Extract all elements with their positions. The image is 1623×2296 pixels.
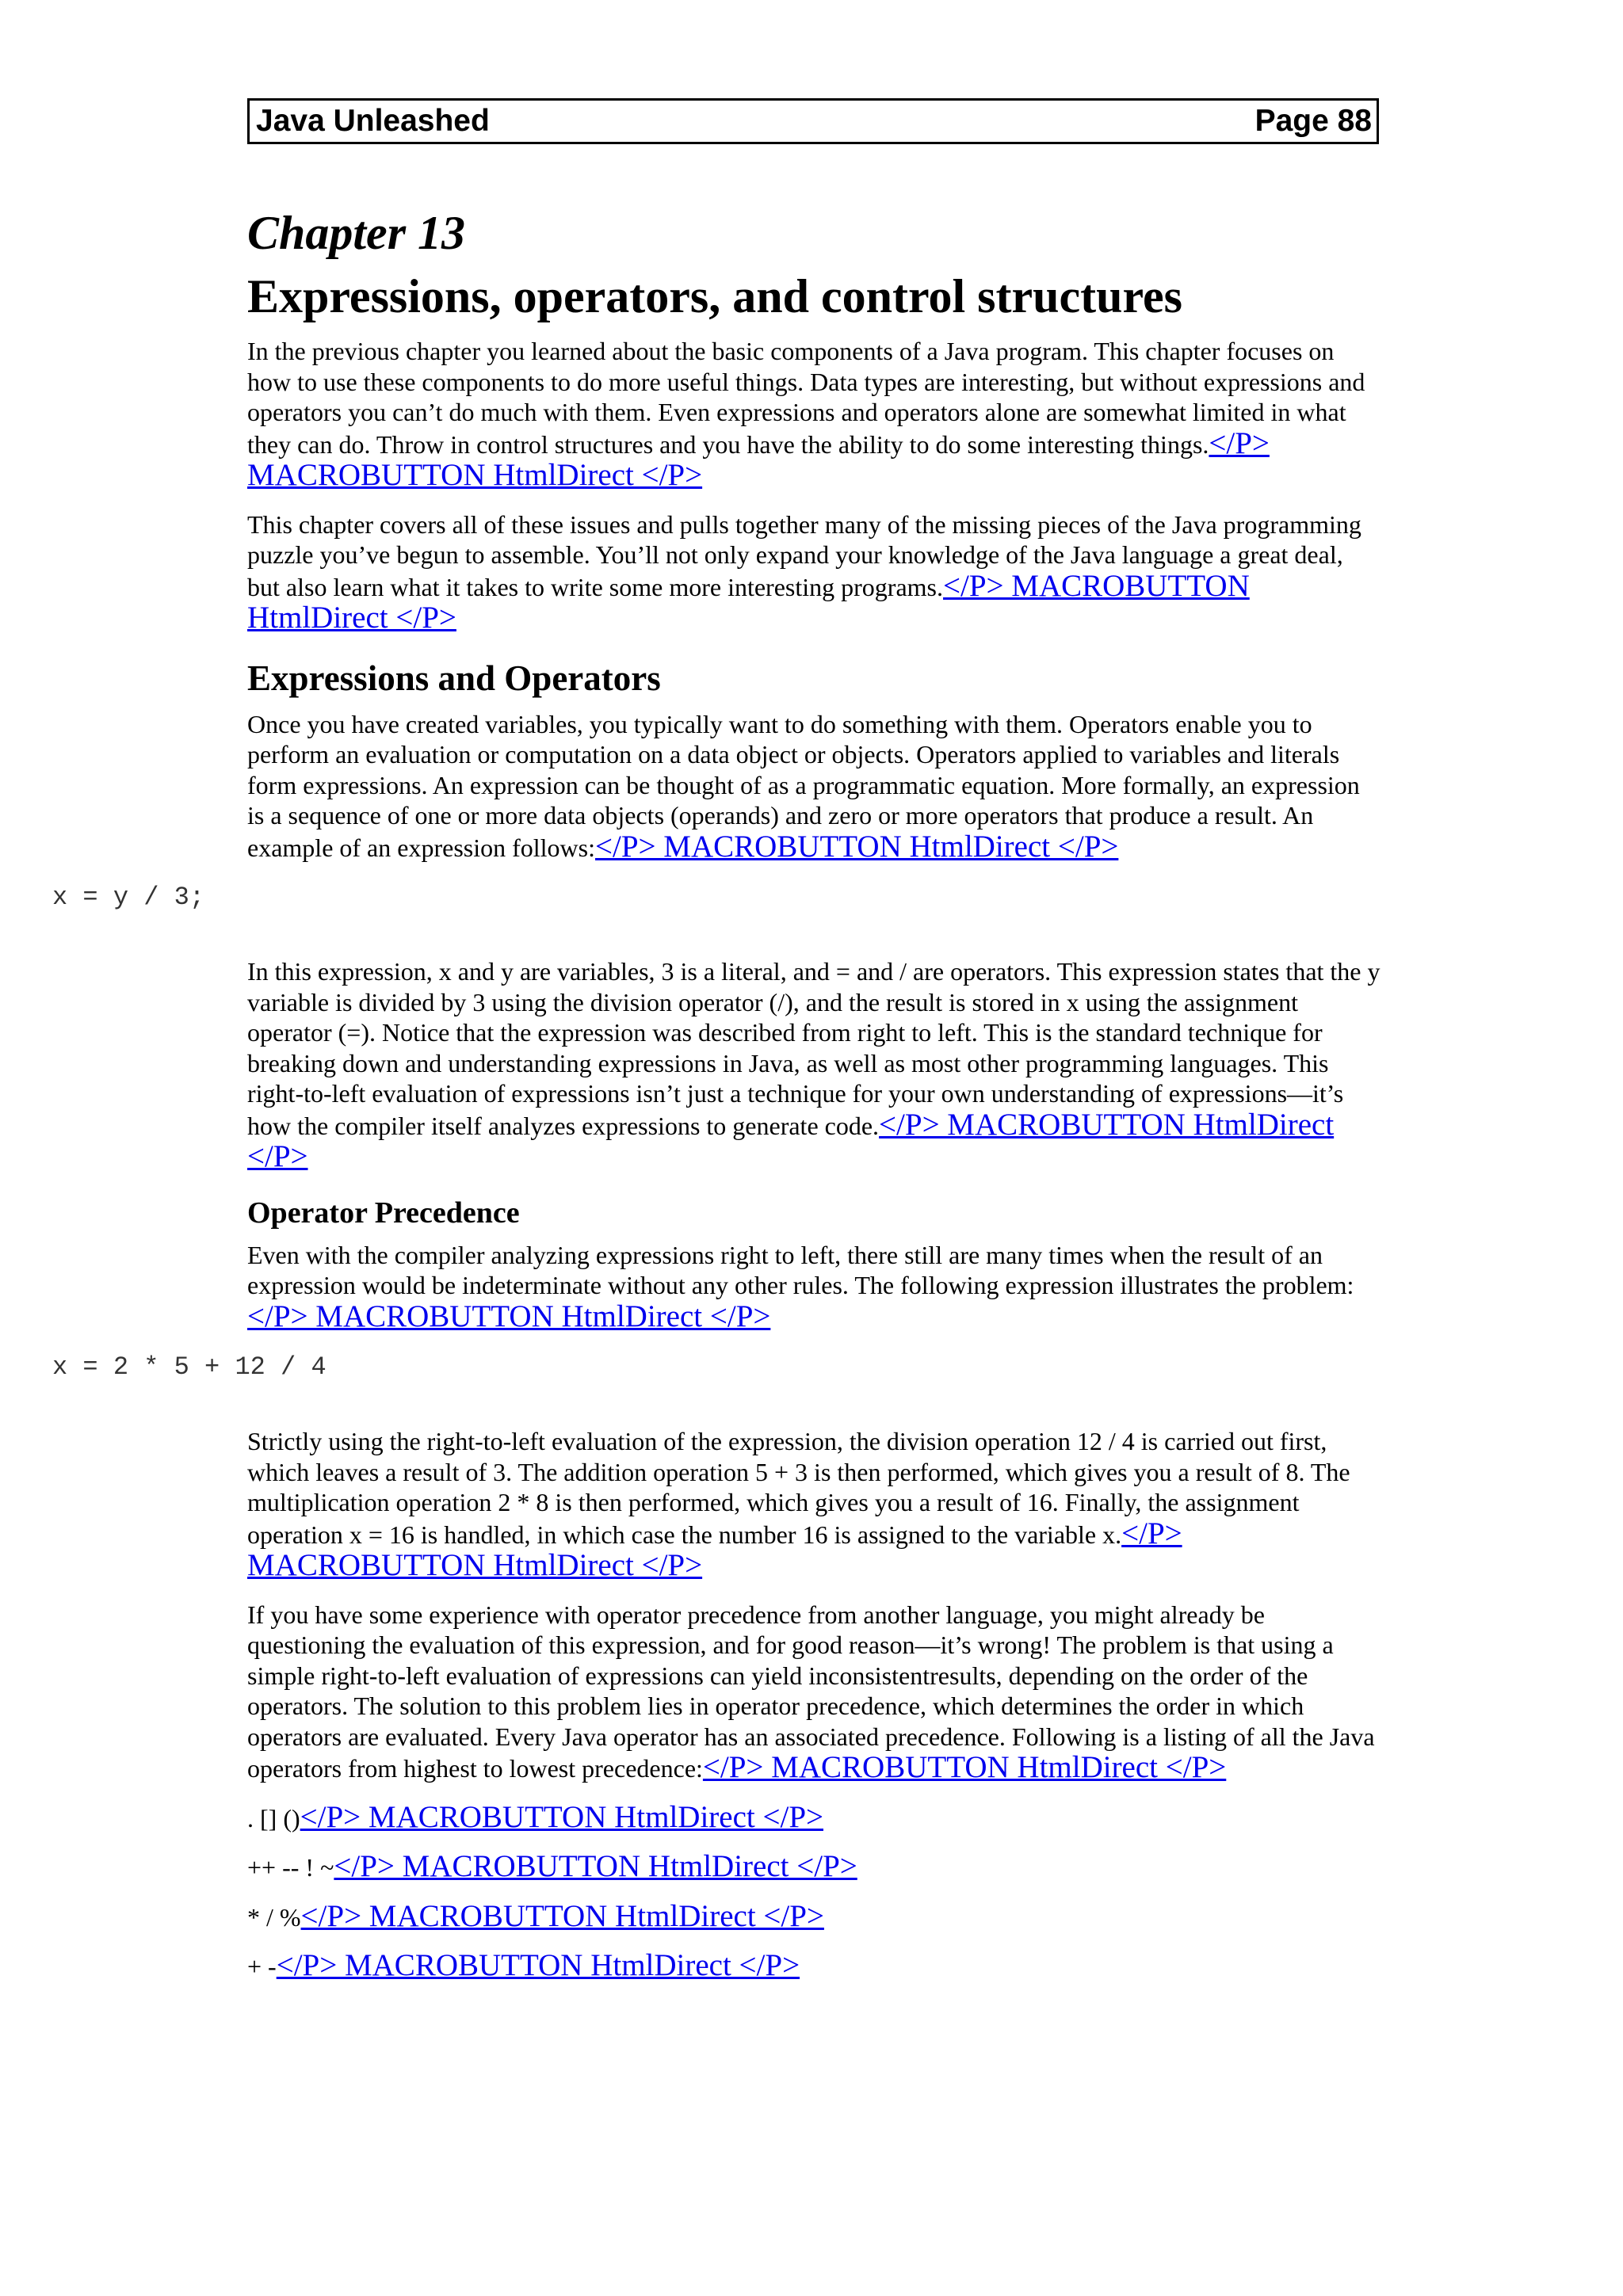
paragraph-precedence-2 [247, 1426, 1381, 1582]
operator-line [247, 1851, 1381, 1883]
paragraph-text: Strictly using the right-to-left evaluation of the expression, the division operation 12 / 4 is carried out first, which leaves a result of 3. The addition operation 5 + 3 is then performed, which gives you a result of 8. The multiplication operation 2 * 8 is then performed, which gives you a result of 16. Finally, the assignment operation x = 16 is handled, in which case the number 16 is assigned to the variable x. [247, 1427, 1350, 1549]
page-content [52, 203, 1381, 2000]
macrobutton-link[interactable]: </P> MACROBUTTON HtmlDirect </P> [247, 568, 1250, 635]
chapter-number: Chapter 13 [247, 207, 466, 259]
macrobutton-link[interactable]: </P> MACROBUTTON HtmlDirect </P> [595, 829, 1119, 864]
operator-line [247, 1950, 1381, 1982]
operator-list: . [] () [247, 1803, 300, 1833]
page-number: Page 88 [1254, 104, 1372, 138]
operator-line [247, 1799, 1381, 1834]
macrobutton-link[interactable]: </P> MACROBUTTON HtmlDirect </P> [247, 1299, 771, 1333]
macrobutton-link[interactable]: </P> MACROBUTTON HtmlDirect </P> [300, 1898, 824, 1933]
operator-list: * / % [247, 1902, 301, 1932]
paragraph-text: This chapter covers all of these issues and pulls together many of the missing pieces of the Java programming puzzle you’ve begun to assemble. You’ll not only expand your knowledge of the Java language a great deal, but also learn what it takes to write some more interesting programs. [247, 509, 1361, 601]
chapter-title: Expressions, operators, and control structures [247, 270, 1183, 322]
macrobutton-link[interactable]: </P> MACROBUTTON HtmlDirect </P> [334, 1849, 857, 1883]
paragraph-expressions-2 [247, 956, 1381, 1173]
operator-line [247, 1898, 1381, 1933]
paragraph-intro-1 [247, 336, 1381, 492]
code-example-1: x = y / 3; [52, 883, 205, 912]
book-title: Java Unleashed [256, 104, 490, 138]
paragraph-text: In this expression, x and y are variables, 3 is a literal, and = and / are operators. This expression states that the y variable is divided by 3 using the division operator (/), and the result is stored in x using the assignment operator (=). Notice that the expression was described from right to left. This is the standard technique for breaking down and understanding expressions in Java, as well as most other programming languages. This right-to-left evaluation of expressions isn’t just a technique for your own understanding of expressions—it’s how the compiler itself analyzes expressions to generate code. [247, 957, 1381, 1140]
operator-list: + - [247, 1952, 277, 1981]
paragraph-text: Even with the compiler analyzing expressions right to left, there still are many times when the result of an expression would be indeterminate without any other rules. The following expression illustrates the problem: [247, 1240, 1354, 1299]
macrobutton-link[interactable]: </P> MACROBUTTON HtmlDirect </P> [247, 425, 1270, 492]
operator-list: ++ -- ! ~ [247, 1853, 334, 1882]
section-heading-precedence: Operator Precedence [247, 1196, 520, 1230]
paragraph-precedence-3 [247, 1600, 1381, 1784]
macrobutton-link[interactable]: </P> MACROBUTTON HtmlDirect </P> [247, 1107, 1335, 1173]
macrobutton-link[interactable]: </P> MACROBUTTON HtmlDirect </P> [702, 1750, 1227, 1784]
macrobutton-link[interactable]: </P> MACROBUTTON HtmlDirect </P> [276, 1948, 800, 1982]
code-example-2: x = 2 * 5 + 12 / 4 [52, 1352, 327, 1382]
macrobutton-link[interactable]: </P> MACROBUTTON HtmlDirect </P> [247, 1516, 1182, 1582]
page-header [247, 98, 1379, 144]
macrobutton-link[interactable]: </P> MACROBUTTON HtmlDirect </P> [300, 1799, 823, 1834]
paragraph-text: Once you have created variables, you typically want to do something with them. Operators enable you to perform an evaluation or computation on a data object or objects. Operators applied to variables and literals form expressions. An expression can be thought of as a programmatic equation. More formally, an expression is a sequence of one or more data objects (operands) and zero or more operators that produce a result. An example of an expression follows: [247, 709, 1360, 862]
section-heading-expressions: Expressions and Operators [247, 658, 661, 698]
paragraph-text: In the previous chapter you learned about the basic components of a Java program. This chapter focuses on how to use these components to do more useful things. Data types are interesting, but without expressions and operators you can’t do much with them. Even expressions and operators alone are somewhat limited in what they can do. Throw in control structures and you have the ability to do some interesting things. [247, 337, 1365, 459]
paragraph-intro-2 [247, 509, 1381, 635]
paragraph-text: If you have some experience with operator precedence from another language, you might already be questioning the evaluation of this expression, and for good reason—it’s wrong! The problem is that using a simple right-to-left evaluation of expressions can yield inconsistentresults, depending on the order of the operators. The solution to this problem lies in operator precedence, which determines the order in which operators are evaluated. Every Java operator has an associated precedence. Following is a listing of all the Java operators from highest to lowest precedence: [247, 1600, 1375, 1783]
paragraph-expressions-1 [247, 709, 1381, 864]
paragraph-precedence-1 [247, 1240, 1381, 1333]
